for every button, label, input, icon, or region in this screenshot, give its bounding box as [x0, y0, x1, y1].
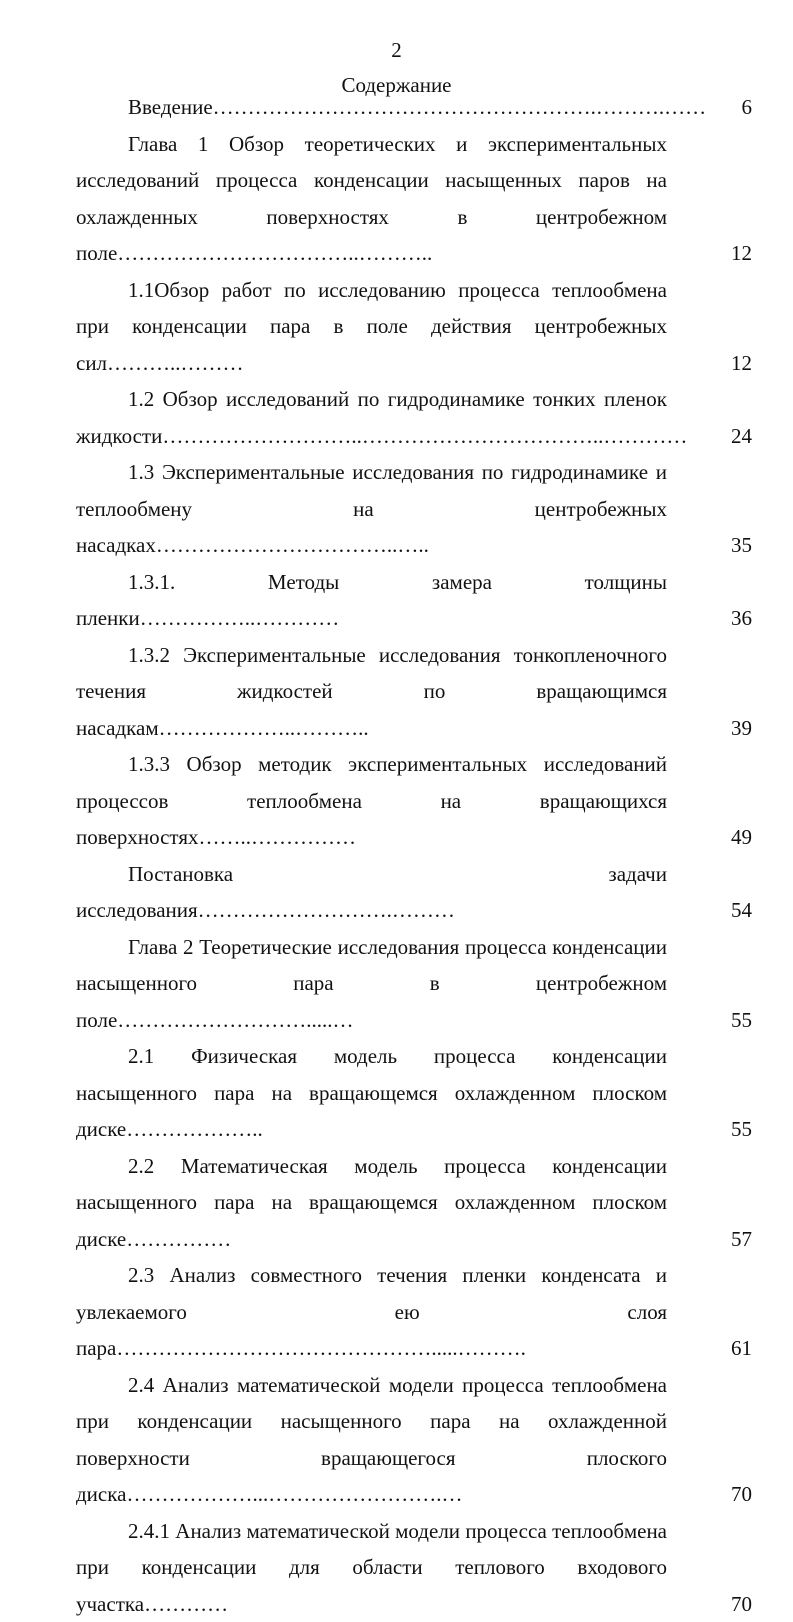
toc-entry-text: 1.3 Экспериментальные исследования по гидродинамике и теплообмену на центробежных насадках……………………………..….. [76, 454, 667, 564]
toc-entry-page: 55 [667, 1111, 752, 1148]
toc-entry-page: 49 [667, 819, 752, 856]
toc-entry-1-1 [76, 272, 752, 382]
toc-entry-page: 12 [667, 345, 752, 382]
toc-entry-text: 1.2 Обзор исследований по гидродинамике тонких пленок жидкости………………………..……………………………..………… [76, 381, 667, 454]
toc-entry-text: Глава 1 Обзор теоретических и экспериментальных исследований процесса конденсации насыщенных паров на охлажденных поверхностях в центробежном поле……………………………..……….. [76, 126, 667, 272]
toc-entry-text: Постановка задачи исследования……………………….……… [76, 856, 667, 929]
toc-entry-introduction [76, 89, 752, 126]
toc-entry-page: 6 [667, 89, 752, 126]
toc-entry-1-2 [76, 381, 752, 454]
toc-entry-page: 61 [667, 1330, 752, 1367]
toc-entry-page: 39 [667, 710, 752, 747]
toc-entry-page: 55 [667, 1002, 752, 1039]
toc-entry-page: 57 [667, 1221, 752, 1258]
page-title: Содержание [0, 67, 793, 104]
toc-entry-problem-statement [76, 856, 752, 929]
toc-entry-2-4 [76, 1367, 752, 1513]
toc-entry-page: 12 [667, 235, 752, 272]
toc-entry-page: 35 [667, 527, 752, 564]
toc-entry-page: 54 [667, 892, 752, 929]
toc-entry-1-3 [76, 454, 752, 564]
toc-entry-1-3-3 [76, 746, 752, 856]
toc-entry-chapter-2 [76, 929, 752, 1039]
toc-entry-text: 2.2 Математическая модель процесса конденсации насыщенного пара на вращающемся охлажденном плоском диске…………… [76, 1148, 667, 1258]
toc-entry-page: 70 [667, 1476, 752, 1513]
toc-entry-1-3-2 [76, 637, 752, 747]
toc-entry-text: 1.3.3 Обзор методик экспериментальных исследований процессов теплообмена на вращающихся поверхностях……..…………… [76, 746, 667, 856]
toc-entry-text: 2.3 Анализ совместного течения пленки конденсата и увлекаемого ею слоя пара……………………………………….....………. [76, 1257, 667, 1367]
table-of-contents [76, 89, 752, 1622]
page-number: 2 [0, 32, 793, 69]
toc-entry-2-1 [76, 1038, 752, 1148]
toc-entry-text: 1.3.2 Экспериментальные исследования тонкопленочного течения жидкостей по вращающимся насадкам………………..……….. [76, 637, 667, 747]
toc-entry-text: Глава 2 Теоретические исследования процесса конденсации насыщенного пара в центробежном поле……………………….....… [76, 929, 667, 1039]
toc-entry-1-3-1 [76, 564, 752, 637]
toc-entry-chapter-1 [76, 126, 752, 272]
toc-entry-text: 1.1Обзор работ по исследованию процесса теплообмена при конденсации пара в поле действия центробежных сил………..……… [76, 272, 667, 382]
toc-entry-2-4-1 [76, 1513, 752, 1622]
toc-entry-text: 1.3.1. Методы замера толщины пленки……………..………… [76, 564, 667, 637]
toc-entry-text: Введение……………………………………………….……….…… [76, 89, 667, 126]
toc-entry-2-2 [76, 1148, 752, 1258]
toc-entry-text: 2.4.1 Анализ математической модели процесса теплообмена при конденсации для области теплового входового участка………… [76, 1513, 667, 1622]
toc-entry-page: 36 [667, 600, 752, 637]
toc-entry-page: 24 [667, 418, 752, 455]
toc-entry-page: 70 [667, 1586, 752, 1622]
toc-entry-text: 2.4 Анализ математической модели процесса теплообмена при конденсации насыщенного пара на охлажденной поверхности вращающегося плоского диска………………...…………………….… [76, 1367, 667, 1513]
toc-entry-2-3 [76, 1257, 752, 1367]
toc-entry-text: 2.1 Физическая модель процесса конденсации насыщенного пара на вращающемся охлажденном плоском диске……………….. [76, 1038, 667, 1148]
